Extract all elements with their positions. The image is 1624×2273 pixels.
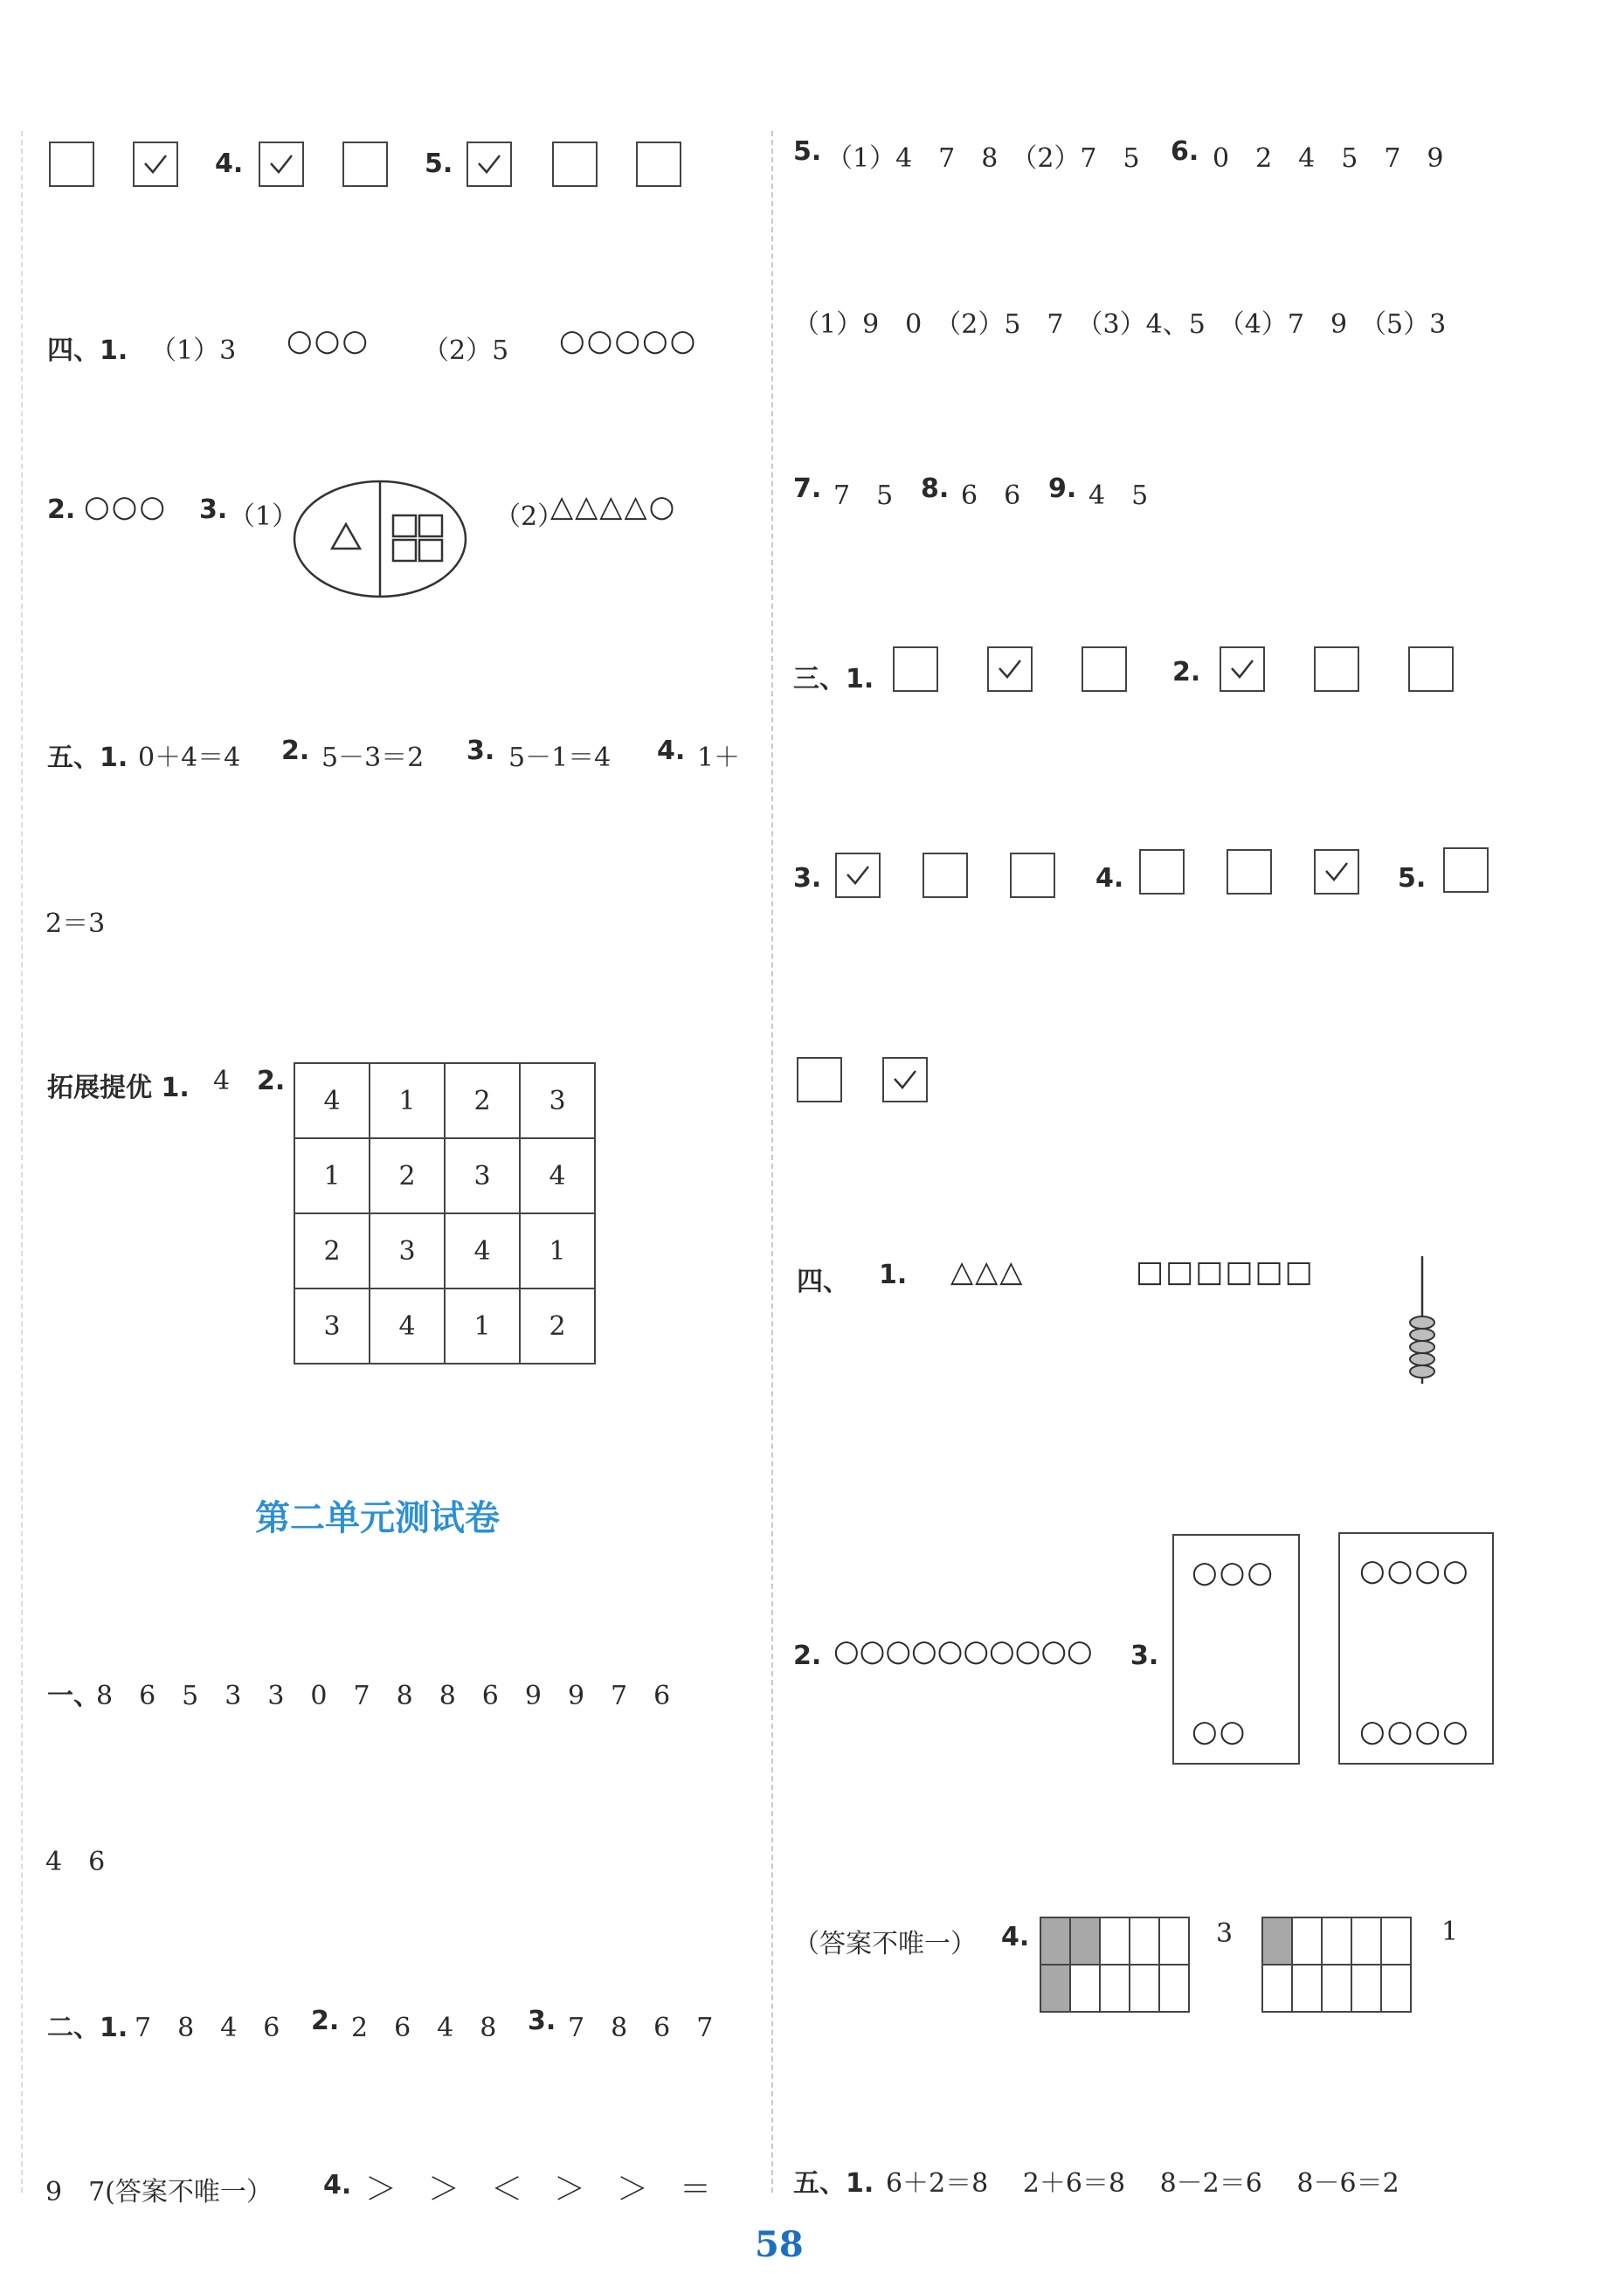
ten-frame <box>1261 1917 1412 2013</box>
answer-text: （1）9 0 （2）5 7 （3）4、5 （4）7 9 （5）3 <box>793 309 1447 340</box>
dot-card <box>1172 1534 1300 1765</box>
question-number: 5. <box>425 149 453 179</box>
question-number: 8. <box>921 473 950 504</box>
answer-box-empty <box>1082 646 1127 692</box>
question-number: 3. <box>199 494 228 525</box>
grid-cell: 2 <box>520 1288 595 1364</box>
question-number: 4. <box>657 736 686 766</box>
question-number: 3. <box>1130 1641 1159 1671</box>
empty-cell <box>1159 1917 1189 1965</box>
section-label: 五、1. <box>47 743 128 773</box>
equations: 6＋2＝8 2＋6＝8 8－2＝6 8－6＝2 <box>886 2168 1399 2199</box>
answer-box-checked <box>259 142 304 187</box>
question-number: 3. <box>793 863 822 894</box>
section-label: 三、1. <box>793 664 874 694</box>
answer-text: （1） <box>229 501 299 532</box>
section-label: 一、 <box>47 1681 100 1711</box>
section-label: 五、1. <box>793 2168 874 2199</box>
question-number: 6. <box>1171 136 1199 167</box>
answer-box-checked <box>987 646 1033 692</box>
card-top-circles: ○○○○ <box>1359 1553 1470 1588</box>
answer-box-checked <box>835 853 881 898</box>
empty-cell <box>1381 1965 1411 2012</box>
circle-shapes: ○○○○○ <box>559 323 698 358</box>
check-icon <box>1323 860 1350 884</box>
grid-cell: 2 <box>294 1213 370 1288</box>
left-margin-line <box>21 131 23 2193</box>
grid-cell: 4 <box>445 1213 520 1288</box>
grid-cell: 3 <box>370 1213 445 1288</box>
check-icon <box>268 152 294 176</box>
answer-box-empty <box>1443 847 1489 893</box>
empty-cell <box>1381 1917 1411 1965</box>
answer-box-empty <box>1139 849 1185 895</box>
ten-frame <box>1040 1917 1190 2013</box>
answer-box-empty <box>552 142 598 187</box>
answer-box-empty <box>1314 646 1359 692</box>
circle-shapes: ○○○ <box>287 323 370 358</box>
shape-sequence: △△△△○ <box>550 489 677 524</box>
answer-box-checked <box>466 142 512 187</box>
grid-cell: 1 <box>445 1288 520 1364</box>
answer-box-empty <box>1010 853 1055 898</box>
grid-cell: 3 <box>520 1063 595 1138</box>
question-number: 2. <box>47 494 76 525</box>
check-icon <box>1229 657 1255 681</box>
shaded-cell <box>1040 1965 1070 2012</box>
check-icon <box>997 657 1023 681</box>
answer-text: 1 <box>1441 1917 1459 1947</box>
empty-cell <box>1100 1917 1130 1965</box>
grid-cell: 3 <box>294 1288 370 1364</box>
triangle-shapes: △△△ <box>950 1254 1025 1289</box>
check-icon <box>892 1067 918 1092</box>
section-label: 二、1. <box>47 2013 128 2043</box>
answer-text: 8 6 5 3 3 0 7 8 8 6 9 9 7 6 <box>96 1681 671 1711</box>
circle-shapes: ○○○ <box>84 489 168 524</box>
square-shapes: □□□□□□ <box>1136 1254 1315 1289</box>
empty-cell <box>1262 1965 1292 2012</box>
answer-text: 9 7(答案不唯一） <box>45 2177 273 2207</box>
grid-cell: 1 <box>520 1213 595 1288</box>
card-bottom-circles: ○○ <box>1192 1714 1247 1749</box>
question-number: 4. <box>323 2170 352 2200</box>
question-number: 3. <box>528 2006 556 2036</box>
empty-cell <box>1130 1965 1159 2012</box>
card-top-circles: ○○○ <box>1192 1555 1275 1590</box>
circle-shapes: ○○○○○○○○○○ <box>833 1634 1093 1668</box>
page-number: 58 <box>755 2224 804 2265</box>
empty-cell <box>1292 1965 1322 2012</box>
question-number: 3. <box>466 736 495 766</box>
answer-box-checked <box>1314 849 1359 895</box>
equation: 1＋ <box>697 743 741 773</box>
empty-cell <box>1351 1917 1381 1965</box>
answer-box-empty <box>1408 646 1454 692</box>
unit-test-title: 第二单元测试卷 <box>255 1498 500 1538</box>
answer-box-empty <box>893 646 938 692</box>
answer-text: （1）4 7 8 （2）7 5 <box>826 143 1140 174</box>
equation: 5－3＝2 <box>321 743 425 773</box>
answer-box-empty <box>1227 849 1272 895</box>
empty-cell <box>1292 1917 1322 1965</box>
equation: 5－1＝4 <box>508 743 612 773</box>
grid-cell: 3 <box>445 1138 520 1213</box>
question-number: 2. <box>311 2006 340 2036</box>
answer-text: 7 8 4 6 <box>135 2013 280 2043</box>
empty-cell <box>1351 1965 1381 2012</box>
question-number: 4. <box>1095 863 1124 894</box>
equation: 2＝3 <box>45 909 106 939</box>
shaded-cell <box>1040 1917 1070 1965</box>
question-number: 2. <box>1172 657 1201 687</box>
note-text: （答案不唯一） <box>793 1929 977 1959</box>
answer-text: 4 6 <box>45 1847 106 1877</box>
check-icon <box>142 152 169 176</box>
question-number: 9. <box>1048 473 1077 504</box>
section-label: 四、 <box>797 1267 849 1297</box>
empty-cell <box>1322 1917 1351 1965</box>
empty-cell <box>1322 1965 1351 2012</box>
comparison-signs: ＞ ＞ ＜ ＞ ＞ ＝ <box>365 2172 712 2207</box>
question-number: 4. <box>1001 1922 1030 1952</box>
grid-cell: 4 <box>294 1063 370 1138</box>
empty-cell <box>1100 1965 1130 2012</box>
answer-text: 6 6 <box>961 480 1021 511</box>
question-number: 5. <box>793 136 822 167</box>
empty-cell <box>1130 1917 1159 1965</box>
question-number: 4. <box>215 149 244 179</box>
answer-text: （2） <box>494 501 564 532</box>
answer-text: 4 5 <box>1088 480 1149 511</box>
empty-cell <box>1159 1965 1189 2012</box>
card-bottom-circles: ○○○○ <box>1359 1714 1470 1749</box>
shaded-cell <box>1262 1917 1292 1965</box>
dot-card <box>1338 1532 1494 1765</box>
answer-box-empty <box>49 142 94 187</box>
grid-cell: 4 <box>370 1288 445 1364</box>
answer-text: 2 6 4 8 <box>351 2013 497 2043</box>
answer-text: 0 2 4 5 7 9 <box>1213 143 1444 174</box>
question-number: 2. <box>793 1641 822 1671</box>
abacus-rod-icon <box>1405 1254 1440 1385</box>
answer-box-checked <box>1220 646 1265 692</box>
check-icon <box>845 863 871 888</box>
shaded-cell <box>1070 1917 1100 1965</box>
grid-cell: 2 <box>370 1138 445 1213</box>
grid-cell: 1 <box>370 1063 445 1138</box>
number-grid <box>294 1062 596 1364</box>
answer-box-checked <box>882 1057 928 1102</box>
question-number: 1. <box>879 1260 908 1290</box>
column-divider <box>771 131 773 2193</box>
answer-box-checked <box>133 142 178 187</box>
grid-cell: 2 <box>445 1063 520 1138</box>
question-number: 2. <box>281 736 310 766</box>
empty-cell <box>1070 1965 1100 2012</box>
section-label: 拓展提优 1. <box>47 1073 190 1103</box>
answer-box-empty <box>636 142 681 187</box>
answer-text: 4 <box>213 1066 231 1096</box>
answer-box-empty <box>923 853 968 898</box>
grid-cell: 1 <box>294 1138 370 1213</box>
answer-box-empty <box>797 1057 842 1102</box>
answer-text: 7 8 6 7 <box>568 2013 714 2043</box>
answer-box-empty <box>342 142 388 187</box>
answer-text: （2）5 <box>423 335 509 366</box>
grid-cell: 4 <box>520 1138 595 1213</box>
section-label: 四、1. <box>47 335 128 366</box>
equation: 0＋4＝4 <box>138 743 241 773</box>
check-icon <box>476 152 502 176</box>
answer-text: （1）3 <box>150 335 237 366</box>
answer-text: 7 5 <box>833 480 894 511</box>
question-number: 7. <box>793 473 822 504</box>
answer-text: 3 <box>1216 1918 1234 1949</box>
question-number: 5. <box>1398 863 1427 894</box>
oval-sorting-diagram <box>292 479 468 599</box>
question-number: 2. <box>257 1066 286 1096</box>
